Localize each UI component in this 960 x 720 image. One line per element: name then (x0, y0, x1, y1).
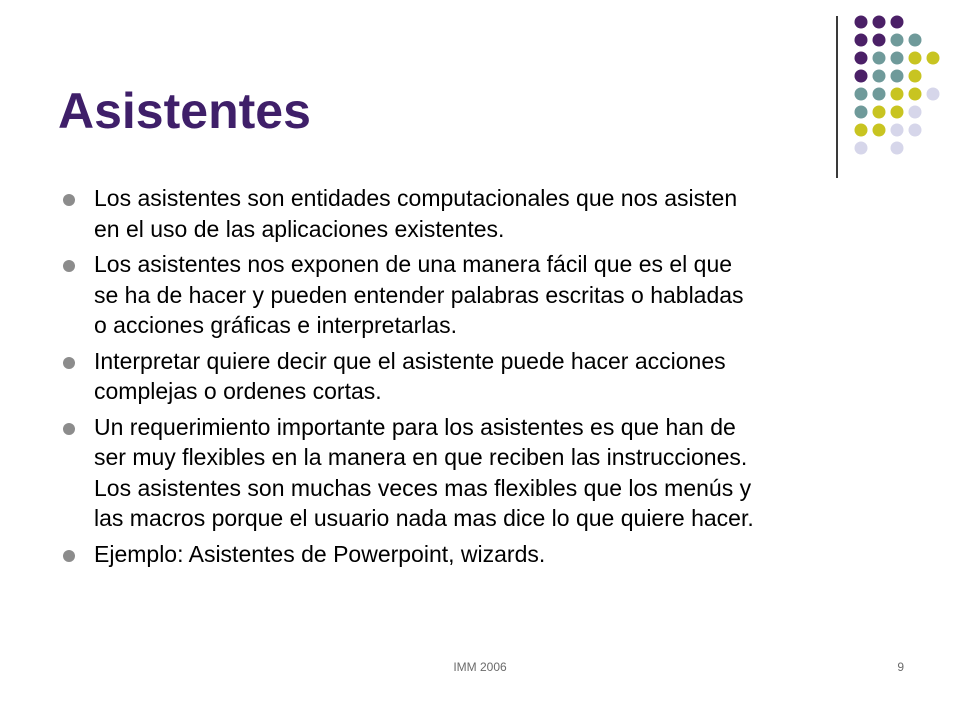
decorative-dot (855, 70, 868, 83)
bullet-dot-icon (63, 357, 75, 369)
decorative-dot (873, 34, 886, 47)
slide-title: Asistentes (58, 83, 311, 139)
bullet-dot-icon (63, 550, 75, 562)
decorative-dot (855, 124, 868, 137)
bullet-dot-icon (63, 194, 75, 206)
decorative-dot (927, 88, 940, 101)
decorative-dot (855, 106, 868, 119)
decorative-dot (909, 106, 922, 119)
bullet-item (58, 539, 918, 570)
decorative-dot (891, 88, 904, 101)
bullet-list (58, 183, 918, 574)
bullet-text: Interpretar quiere decir que el asistente puede hacer acciones complejas o ordenes cortas. (94, 347, 726, 404)
bullet-item (58, 183, 918, 244)
decorative-dot (927, 52, 940, 65)
decorative-dot (891, 34, 904, 47)
decorative-dot (891, 124, 904, 137)
bullet-dot-icon (63, 260, 75, 272)
decorative-dot (891, 70, 904, 83)
decorative-dot (873, 52, 886, 65)
decorative-dot (891, 16, 904, 29)
decorative-dot (855, 34, 868, 47)
decorative-dot (909, 124, 922, 137)
decorative-dot (891, 106, 904, 119)
bullet-text: Un requerimiento importante para los asistentes es que han de ser muy flexibles en la manera en que reciben las instrucciones. Los asistentes son muchas veces mas flexibles que los menús y las macros porque el usuario nada mas dice lo que quiere hacer. (94, 413, 754, 531)
decorative-dot (855, 88, 868, 101)
decorative-dot (873, 106, 886, 119)
decorative-dot (873, 70, 886, 83)
bullet-item (58, 346, 918, 407)
bullet-text: Los asistentes nos exponen de una manera fácil que es el que se ha de hacer y pueden entender palabras escritas o habladas o acciones gráficas e interpretarlas. (94, 251, 744, 338)
footer-text: IMM 2006 (453, 660, 507, 674)
decorative-dot (891, 142, 904, 155)
decorative-dot (873, 124, 886, 137)
decorative-dot (909, 70, 922, 83)
decorative-dot (855, 16, 868, 29)
page-number: 9 (897, 660, 904, 674)
bullet-text: Ejemplo: Asistentes de Powerpoint, wizards. (94, 540, 546, 567)
decorative-dot (855, 52, 868, 65)
decorative-dot (873, 88, 886, 101)
decorative-dot (909, 88, 922, 101)
decorative-vertical-line (836, 16, 838, 178)
decorative-dot (855, 142, 868, 155)
decorative-dot (909, 34, 922, 47)
bullet-item (58, 249, 918, 341)
bullet-item (58, 412, 918, 534)
bullet-dot-icon (63, 423, 75, 435)
decorative-dot (909, 52, 922, 65)
decorative-dot (873, 16, 886, 29)
bullet-text: Los asistentes son entidades computacionales que nos asisten en el uso de las aplicaciones existentes. (94, 185, 738, 242)
decorative-dot (891, 52, 904, 65)
